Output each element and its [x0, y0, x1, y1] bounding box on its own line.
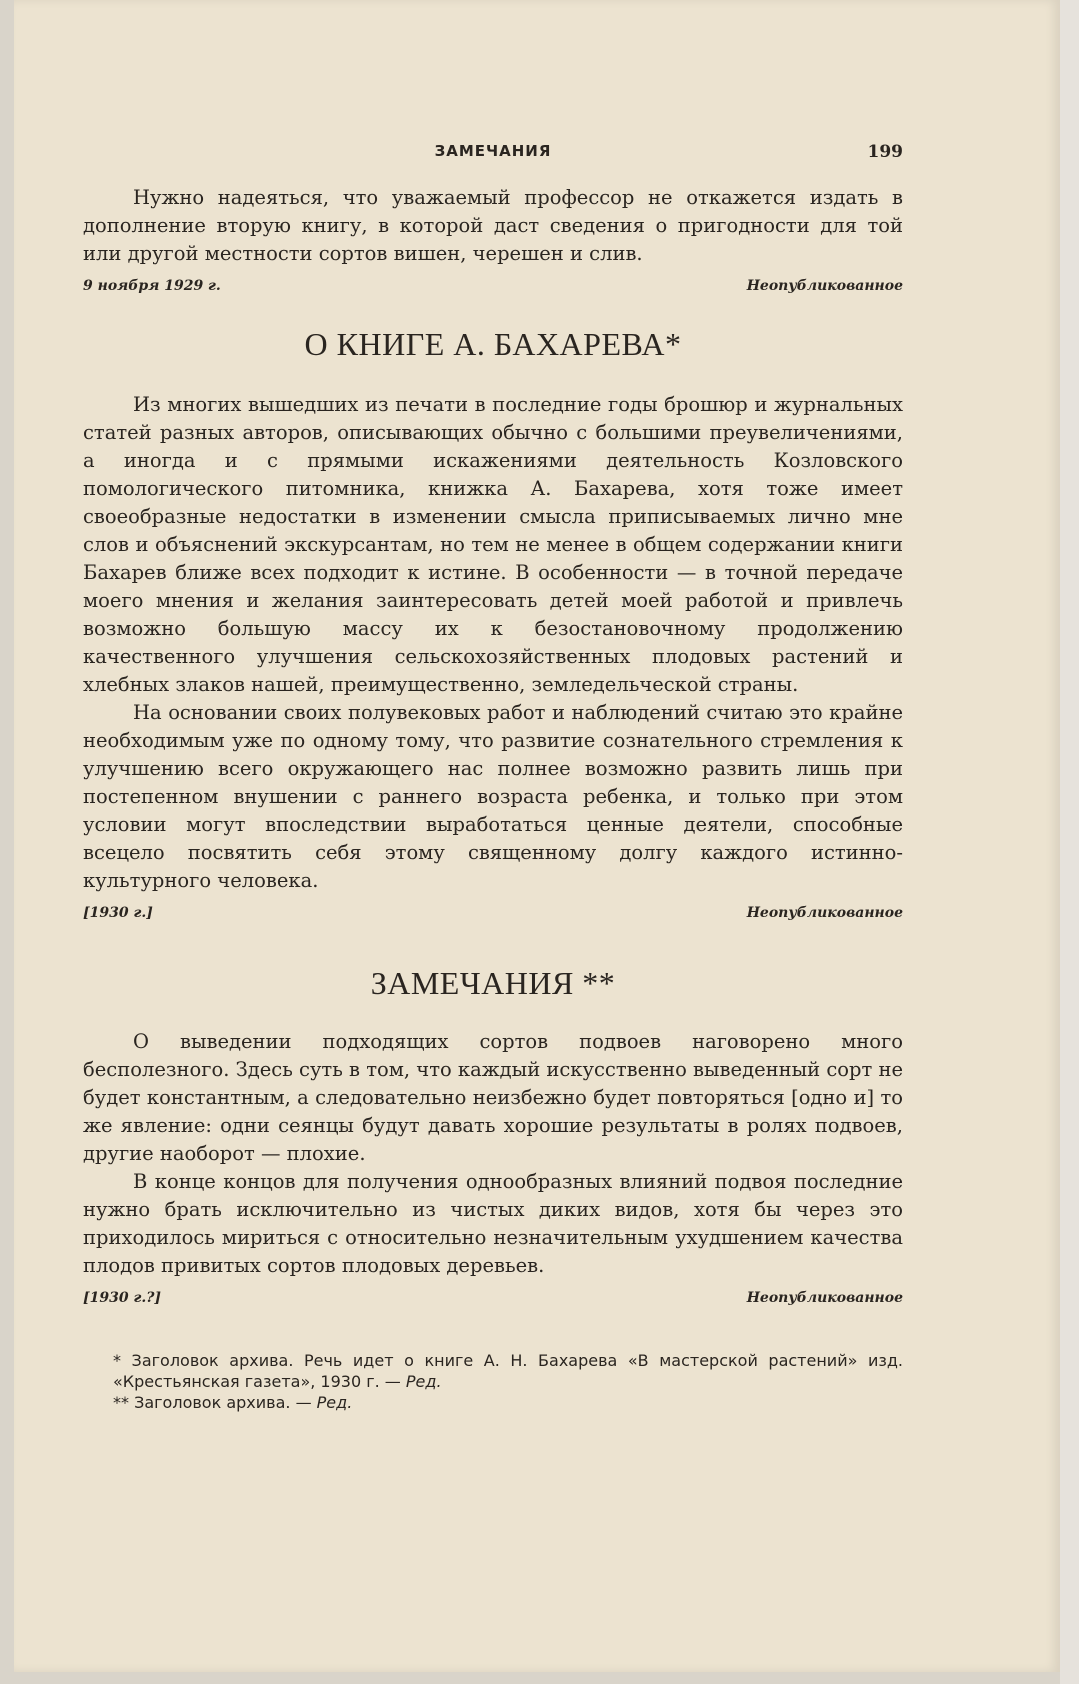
footnote-text: ** Заголовок архива. — [113, 1393, 312, 1412]
date-line: [1930 г.] [83, 905, 153, 921]
paragraph: О выведении подходящих сортов подвоев наговорено много бесполезного. Здесь суть в том, что каждый искусственно выведенный сорт не будет константным, а следовательно неизбежно будет повторяться [одно и] то же явление: одни сеянцы будут давать хорошие результаты в ролях подвоев, другие наоборот — плохие. [83, 1030, 903, 1165]
editor-mark: Ред. [405, 1372, 442, 1391]
editor-mark: Ред. [316, 1393, 353, 1412]
date-line: [1930 г.?] [83, 1290, 162, 1306]
section-title: О КНИГЕ А. БАХАРЕВА* [304, 326, 682, 362]
page-number: 199 [867, 142, 903, 162]
section-3 [83, 965, 903, 1316]
section-1 [83, 184, 903, 304]
publication-status: Неопубликованное [746, 1290, 903, 1306]
signature-row [83, 278, 903, 304]
publication-status: Неопубликованное [746, 278, 903, 294]
page-edge [1060, 0, 1079, 1684]
running-head-title: ЗАМЕЧАНИЯ [434, 142, 552, 160]
section-title: ЗАМЕЧАНИЯ ** [370, 965, 616, 1001]
signature-row [83, 905, 903, 931]
publication-status: Неопубликованное [746, 905, 903, 921]
footnotes [83, 1350, 903, 1413]
signature-row [83, 1290, 903, 1316]
footnote-2 [113, 1392, 903, 1413]
paragraph: В конце концов для получения однообразных влияний подвоя последние нужно брать исключительно из чистых диких видов, хотя бы через это приходилось мириться с относительно незначительным ухудшением качества плодов привитых сортов плодовых деревьев. [83, 1170, 903, 1277]
footnote-1 [113, 1350, 903, 1392]
paragraph: Нужно надеяться, что уважаемый профессор не откажется издать в дополнение вторую книгу, в которой даст сведения о пригодности для той или другой местности сортов вишен, черешен и слив. [83, 186, 903, 265]
paragraph: На основании своих полувековых работ и наблюдений считаю это крайне необходимым уже по одному тому, что развитие сознательного стремления к улучшению всего окружающего нас полнее возможно развить лишь при постепенном внушении с раннего возраста ребенка, и только при этом условии могут впоследствии выработаться ценные деятели, способные всецело посвятить себя этому священному долгу каждого истинно-культурного человека. [83, 701, 903, 892]
date-line: 9 ноября 1929 г. [83, 278, 221, 294]
document-body [83, 142, 903, 1413]
section-2 [83, 326, 903, 931]
paragraph: Из многих вышедших из печати в последние годы брошюр и журнальных статей разных авторов, описывающих обычно с большими преувеличениями, а иногда и с прямыми искажениями деятельность Козловского помологического питомника, книжка А. Бахарева, хотя тоже имеет своеобразные недостатки в изменении смысла приписываемых лично мне слов и объяснений экскурсантам, но тем не менее в общем содержании книги Бахарев ближе всех подходит к истине. В особенности — в точной передаче моего мнения и желания заинтересовать детей моей работой и привлечь возможно большую массу их к безостановочному продолжению качественного улучшения сельскохозяйственных плодовых растений и хлебных злаков нашей, преимущественно, земледельческой страны. [83, 393, 903, 696]
footnote-text: * Заголовок архива. Речь идет о книге А. Н. Бахарева «В мастерской растений» изд. «Крестьянская газета», 1930 г. — [113, 1351, 903, 1391]
running-head [83, 142, 903, 170]
